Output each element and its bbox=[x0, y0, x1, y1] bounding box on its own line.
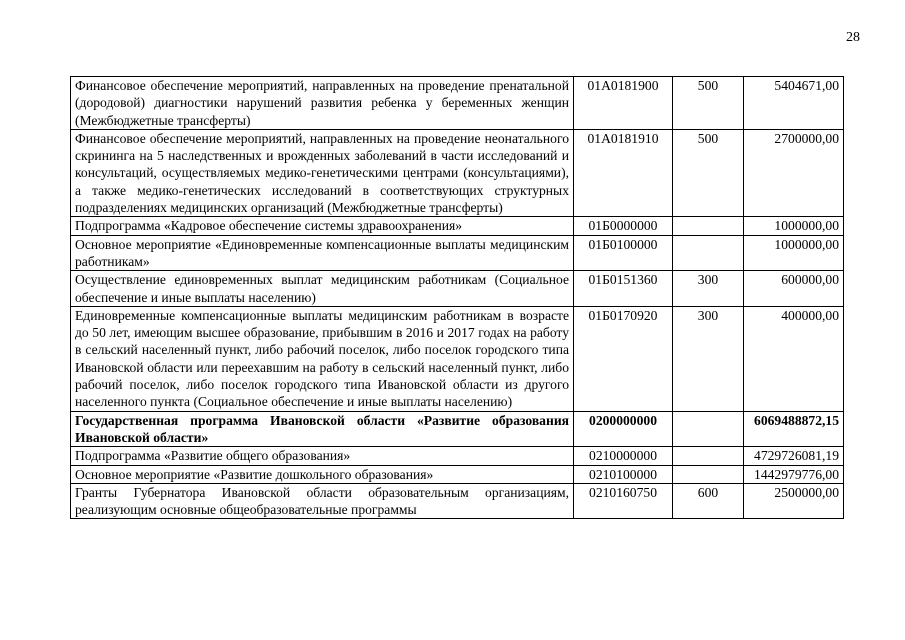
row-name: Гранты Губернатора Ивановской области образовательным организациям, реализующим основные общеобразовательные программы bbox=[71, 483, 574, 519]
row-amount: 2500000,00 bbox=[744, 483, 844, 519]
row-name: Основное мероприятие «Единовременные компенсационные выплаты медицинским работникам» bbox=[71, 235, 574, 271]
table-row bbox=[71, 271, 844, 307]
row-code: 0200000000 bbox=[574, 411, 673, 447]
table-row bbox=[71, 465, 844, 483]
row-amount: 1442979776,00 bbox=[744, 465, 844, 483]
row-type: 300 bbox=[673, 306, 744, 411]
row-name: Подпрограмма «Кадровое обеспечение системы здравоохранения» bbox=[71, 217, 574, 235]
row-amount: 5404671,00 bbox=[744, 77, 844, 130]
table-row-program bbox=[71, 411, 844, 447]
row-name: Подпрограмма «Развитие общего образования» bbox=[71, 447, 574, 465]
page-number: 28 bbox=[846, 30, 860, 45]
row-type bbox=[673, 447, 744, 465]
table-row bbox=[71, 129, 844, 216]
row-amount: 400000,00 bbox=[744, 306, 844, 411]
row-amount: 1000000,00 bbox=[744, 217, 844, 235]
row-amount: 4729726081,19 bbox=[744, 447, 844, 465]
row-type bbox=[673, 465, 744, 483]
row-name: Финансовое обеспечение мероприятий, направленных на проведение пренатальной (дородовой) диагностики нарушений развития ребенка у беременных женщин (Межбюджетные трансферты) bbox=[71, 77, 574, 130]
table-row bbox=[71, 217, 844, 235]
row-amount: 1000000,00 bbox=[744, 235, 844, 271]
table-row bbox=[71, 306, 844, 411]
row-name: Осуществление единовременных выплат медицинским работникам (Социальное обеспечение и иные выплаты населению) bbox=[71, 271, 574, 307]
row-type: 500 bbox=[673, 129, 744, 216]
row-code: 0210000000 bbox=[574, 447, 673, 465]
row-code: 0210100000 bbox=[574, 465, 673, 483]
table-row bbox=[71, 77, 844, 130]
row-code: 0210160750 bbox=[574, 483, 673, 519]
row-code: 01Б0170920 bbox=[574, 306, 673, 411]
row-amount: 600000,00 bbox=[744, 271, 844, 307]
row-type: 500 bbox=[673, 77, 744, 130]
row-code: 01А0181900 bbox=[574, 77, 673, 130]
row-amount: 2700000,00 bbox=[744, 129, 844, 216]
table-row bbox=[71, 235, 844, 271]
budget-table bbox=[70, 76, 844, 519]
row-name: Единовременные компенсационные выплаты медицинским работникам в возрасте до 50 лет, имеющим высшее образование, прибывшим в 2016 и 2017 годах на работу в сельский населенный пункт, либо рабочий поселок, либо поселок городского типа Ивановской области или переехавшим на работу в сельский населенный пункт, либо рабочий поселок, либо поселок городского типа Ивановской области из другого населенного пункта (Социальное обеспечение и иные выплаты населению) bbox=[71, 306, 574, 411]
row-name: Основное мероприятие «Развитие дошкольного образования» bbox=[71, 465, 574, 483]
row-type bbox=[673, 217, 744, 235]
row-type: 300 bbox=[673, 271, 744, 307]
row-code: 01Б0151360 bbox=[574, 271, 673, 307]
row-type bbox=[673, 235, 744, 271]
row-code: 01Б0100000 bbox=[574, 235, 673, 271]
row-name: Финансовое обеспечение мероприятий, направленных на проведение неонатального скрининга на 5 наследственных и врожденных заболеваний в части исследований и консультаций, осуществляемых медико-генетическими центрами (консультациями), а также медико-генетических исследований в соответствующих структурных подразделениях медицинских организаций (Межбюджетные трансферты) bbox=[71, 129, 574, 216]
row-name: Государственная программа Ивановской области «Развитие образования Ивановской области» bbox=[71, 411, 574, 447]
table-row bbox=[71, 483, 844, 519]
row-type bbox=[673, 411, 744, 447]
row-code: 01Б0000000 bbox=[574, 217, 673, 235]
row-amount: 6069488872,15 bbox=[744, 411, 844, 447]
row-type: 600 bbox=[673, 483, 744, 519]
row-code: 01А0181910 bbox=[574, 129, 673, 216]
table-row bbox=[71, 447, 844, 465]
